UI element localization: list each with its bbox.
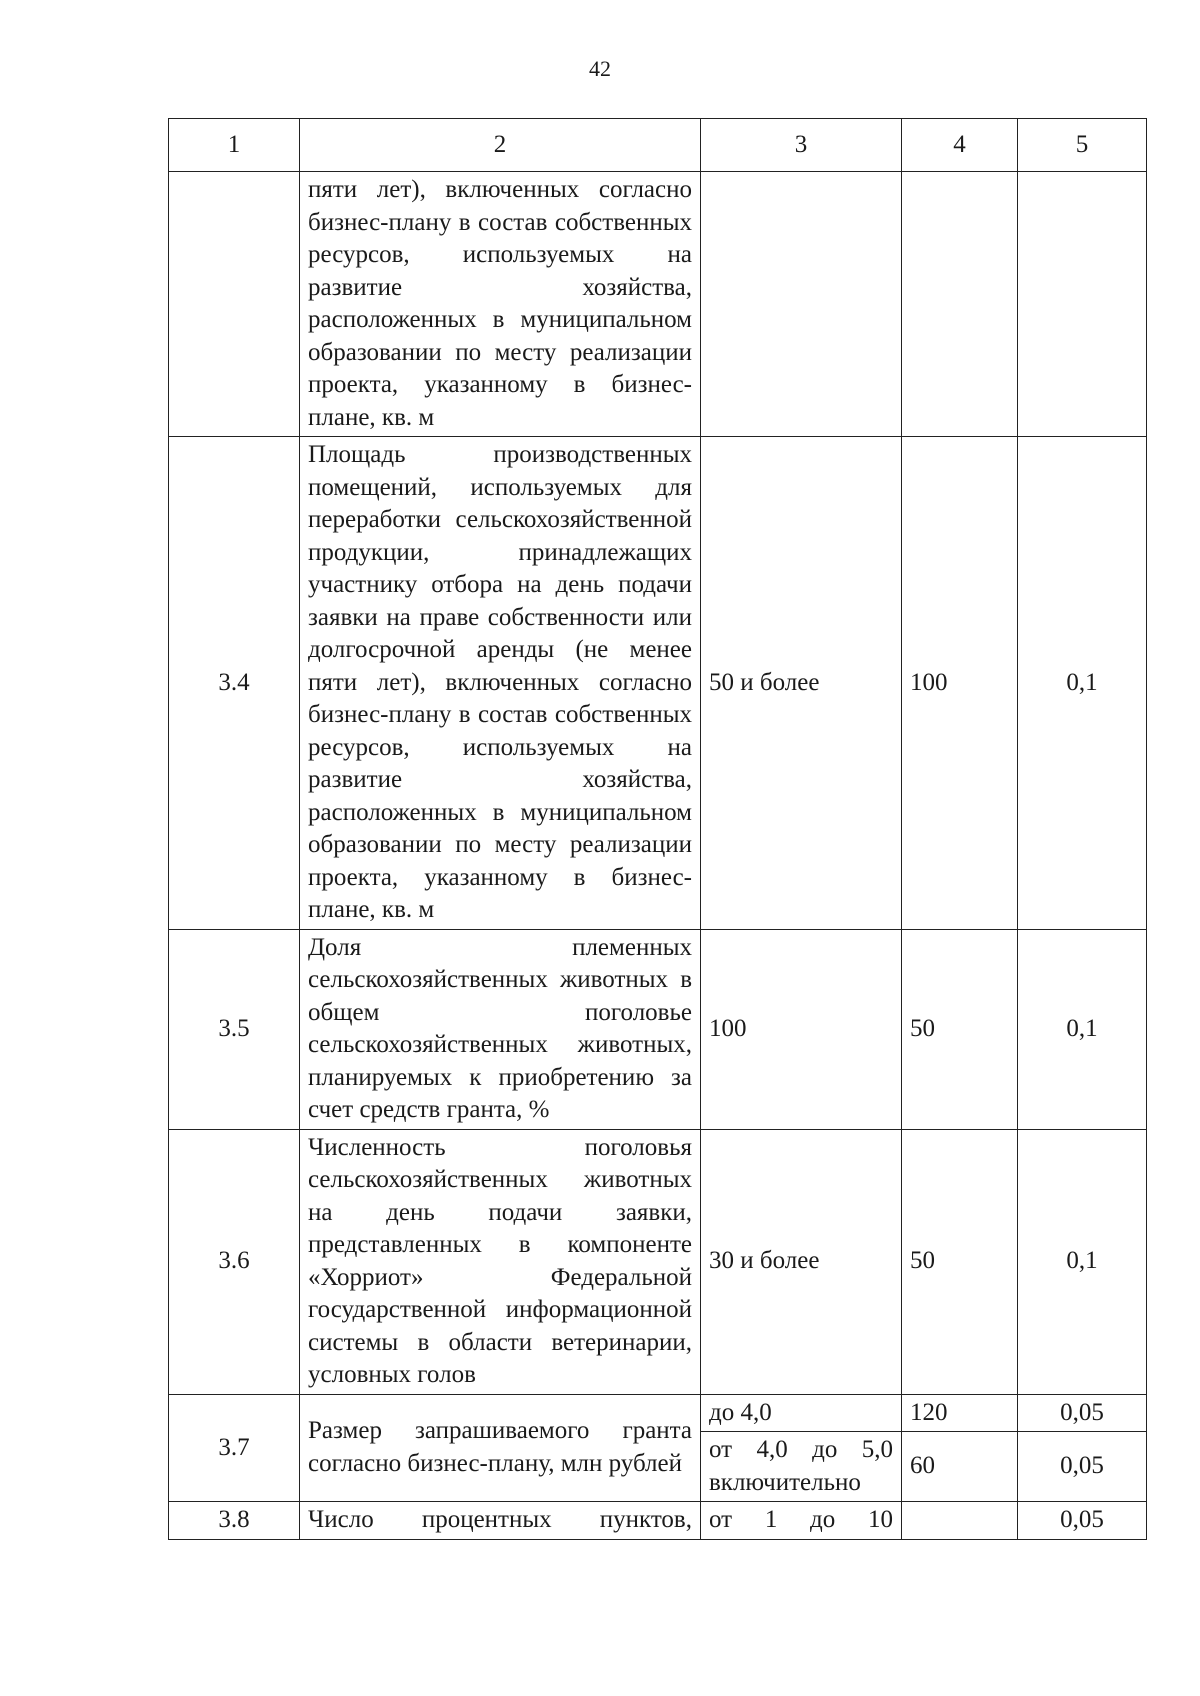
criterion-value xyxy=(701,172,902,437)
row-number: 3.8 xyxy=(169,1502,300,1540)
row-number: 3.6 xyxy=(169,1129,300,1394)
score xyxy=(902,172,1018,437)
score: 60 xyxy=(902,1432,1018,1502)
score: 50 xyxy=(902,1129,1018,1394)
criterion-description: пяти лет), включенных согласно бизнес-плану в состав собственных ресурсов, используемых на развитие хозяйства, расположенных в муниципальном образовании по месту реализации проекта, указанному в бизнес-плане, кв. м xyxy=(300,172,701,437)
table-row xyxy=(169,1394,1147,1432)
weight: 0,05 xyxy=(1018,1502,1147,1540)
criterion-value: 100 xyxy=(701,929,902,1129)
weight: 0,05 xyxy=(1018,1432,1147,1502)
table-row xyxy=(169,437,1147,930)
criterion-value: до 4,0 xyxy=(701,1394,902,1432)
score: 100 xyxy=(902,437,1018,930)
weight xyxy=(1018,172,1147,437)
row-number xyxy=(169,172,300,437)
column-header: 1 xyxy=(169,119,300,172)
criterion-description: Площадь производственных помещений, используемых для переработки сельскохозяйственной продукции, принадлежащих участнику отбора на день подачи заявки на праве собственности или долгосрочной аренды (не менее пяти лет), включенных согласно бизнес-плану в состав собственных ресурсов, используемых на развитие хозяйства, расположенных в муниципальном образовании по месту реализации проекта, указанному в бизнес-плане, кв. м xyxy=(300,437,701,930)
weight: 0,05 xyxy=(1018,1394,1147,1432)
criterion-value: 50 и более xyxy=(701,437,902,930)
table-header-row xyxy=(169,119,1147,172)
table-row xyxy=(169,929,1147,1129)
weight: 0,1 xyxy=(1018,929,1147,1129)
page-number: 42 xyxy=(589,56,611,81)
score xyxy=(902,1502,1018,1540)
row-number: 3.5 xyxy=(169,929,300,1129)
criterion-value: от 4,0 до 5,0 включительно xyxy=(701,1432,902,1502)
row-number: 3.7 xyxy=(169,1394,300,1502)
criterion-description: Число процентных пунктов, xyxy=(300,1502,701,1540)
criterion-value: 30 и более xyxy=(701,1129,902,1394)
criteria-table xyxy=(168,118,1147,1540)
table-row xyxy=(169,1129,1147,1394)
weight: 0,1 xyxy=(1018,1129,1147,1394)
score: 120 xyxy=(902,1394,1018,1432)
criterion-description: Численность поголовья сельскохозяйственных животных на день подачи заявки, представленных в компоненте «Хорриот» Федеральной государственной информационной системы в области ветеринарии, условных голов xyxy=(300,1129,701,1394)
criterion-value: от 1 до 10 xyxy=(701,1502,902,1540)
score: 50 xyxy=(902,929,1018,1129)
table-row xyxy=(169,172,1147,437)
column-header: 3 xyxy=(701,119,902,172)
column-header: 5 xyxy=(1018,119,1147,172)
weight: 0,1 xyxy=(1018,437,1147,930)
column-header: 4 xyxy=(902,119,1018,172)
row-number: 3.4 xyxy=(169,437,300,930)
criterion-description: Размер запрашиваемого гранта согласно бизнес-плану, млн рублей xyxy=(300,1394,701,1502)
criterion-description: Доля племенных сельскохозяйственных животных в общем поголовье сельскохозяйственных животных, планируемых к приобретению за счет средств гранта, % xyxy=(300,929,701,1129)
table-row xyxy=(169,1502,1147,1540)
column-header: 2 xyxy=(300,119,701,172)
